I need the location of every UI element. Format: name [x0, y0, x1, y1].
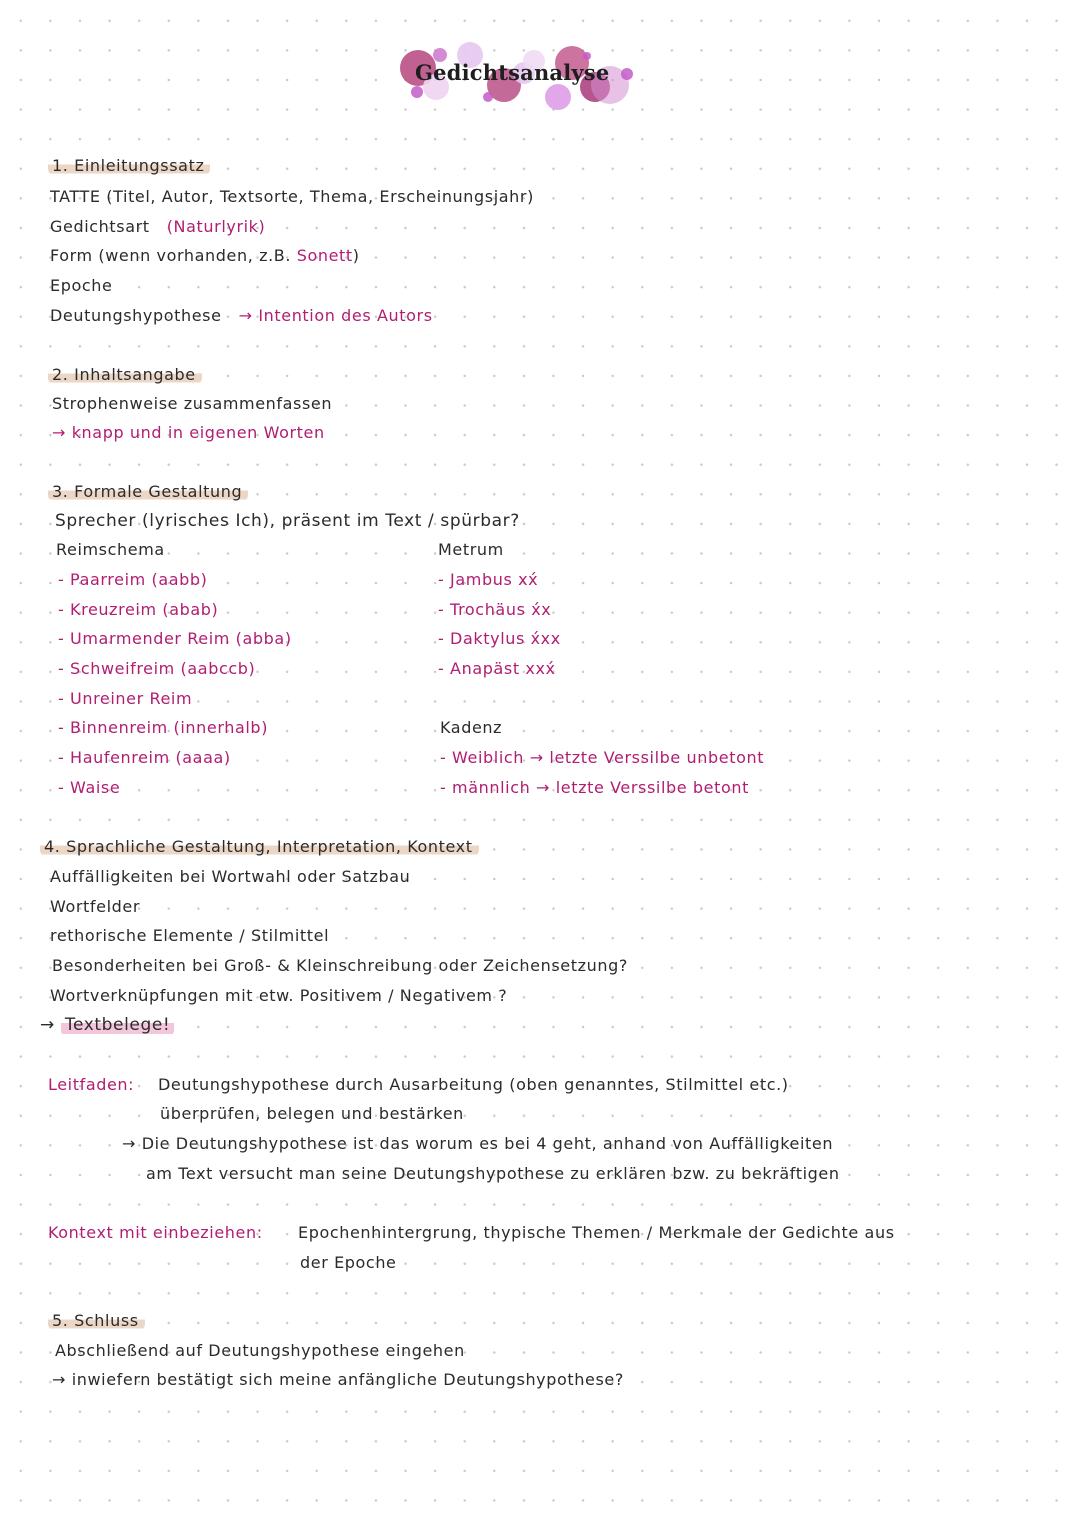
metrum-item: - Trochäus x́x [438, 600, 552, 619]
kontext-label: Kontext mit einbeziehen: [48, 1223, 263, 1242]
leitfaden-label: Leitfaden: [48, 1075, 135, 1094]
kadenz-item: - Weiblich → letzte Verssilbe unbetont [440, 748, 765, 767]
metrum-item: - Daktylus x́xx [438, 629, 561, 648]
bubble-decoration [545, 84, 571, 110]
text-line: Form (wenn vorhanden, z.B. Sonett) [50, 246, 360, 265]
bubble-decoration [483, 92, 493, 102]
text-line: der Epoche [300, 1253, 397, 1272]
kadenz-label: Kadenz [440, 718, 503, 737]
text-line: TATTE (Titel, Autor, Textsorte, Thema, Erscheinungsjahr) [50, 187, 534, 206]
text-line: Wortverknüpfungen mit etw. Positivem / Negativem ? [50, 986, 508, 1005]
text-line: rethorische Elemente / Stilmittel [50, 926, 330, 945]
text-line: → Die Deutungshypothese ist das worum es bei 4 geht, anhand von Auffälligkeiten [122, 1134, 834, 1153]
section-heading-inhaltsangabe: 2. Inhaltsangabe [48, 364, 202, 386]
reimschema-item: - Kreuzreim (abab) [58, 600, 219, 619]
bubble-decoration [621, 68, 633, 80]
text-line: Wortfelder [50, 897, 141, 916]
section-heading-formale-gestaltung: 3. Formale Gestaltung [48, 481, 248, 503]
metrum-item: - Jambus xx́ [438, 570, 539, 589]
section-heading-sprachliche-gestaltung: 4. Sprachliche Gestaltung, Interpretation, Kontext [40, 836, 479, 858]
text-line: Strophenweise zusammenfassen [52, 394, 333, 413]
text-line: Gedichtsart (Naturlyrik) [50, 217, 266, 236]
reimschema-item: - Umarmender Reim (abba) [58, 629, 292, 648]
title-block [395, 38, 645, 118]
text-line: Deutungshypothese durch Ausarbeitung (oben genanntes, Stilmittel etc.) [158, 1075, 789, 1094]
reimschema-item: - Haufenreim (aaaa) [58, 748, 231, 767]
page-title: Gedichtsanalyse [415, 60, 610, 85]
text-line: überprüfen, belegen und bestärken [160, 1104, 464, 1123]
reimschema-label: Reimschema [56, 540, 165, 559]
bubble-decoration [583, 52, 591, 60]
reimschema-item: - Paarreim (aabb) [58, 570, 208, 589]
reimschema-item: - Binnenreim (innerhalb) [58, 718, 269, 737]
reimschema-item: - Unreiner Reim [58, 689, 193, 708]
text-line: Deutungshypothese → Intention des Autors [50, 306, 433, 325]
text-line: Abschließend auf Deutungshypothese eingehen [55, 1341, 465, 1360]
text-line: Sprecher (lyrisches Ich), präsent im Text / spürbar? [55, 511, 520, 531]
text-line: → Textbelege! [40, 1014, 174, 1036]
metrum-label: Metrum [438, 540, 504, 559]
reimschema-item: - Waise [58, 778, 121, 797]
metrum-item: - Anapäst xxx́ [438, 659, 556, 678]
text-line: Epoche [50, 276, 113, 295]
reimschema-item: - Schweifreim (aabccb) [58, 659, 256, 678]
text-line: → inwiefern bestätigt sich meine anfängliche Deutungshypothese? [52, 1370, 624, 1389]
text-line: Epochenhintergrung, thypische Themen / Merkmale der Gedichte aus [298, 1223, 895, 1242]
text-line: Besonderheiten bei Groß- & Kleinschreibung oder Zeichensetzung? [52, 956, 628, 975]
kadenz-item: - männlich → letzte Verssilbe betont [440, 778, 749, 797]
text-line: am Text versucht man seine Deutungshypothese zu erklären bzw. zu bekräftigen [146, 1164, 840, 1183]
section-heading-schluss: 5. Schluss [48, 1310, 145, 1332]
section-heading-einleitung: 1. Einleitungssatz [48, 155, 210, 177]
text-line: → knapp und in eigenen Worten [52, 423, 325, 442]
text-line: Auffälligkeiten bei Wortwahl oder Satzbau [50, 867, 411, 886]
bubble-decoration [411, 86, 423, 98]
